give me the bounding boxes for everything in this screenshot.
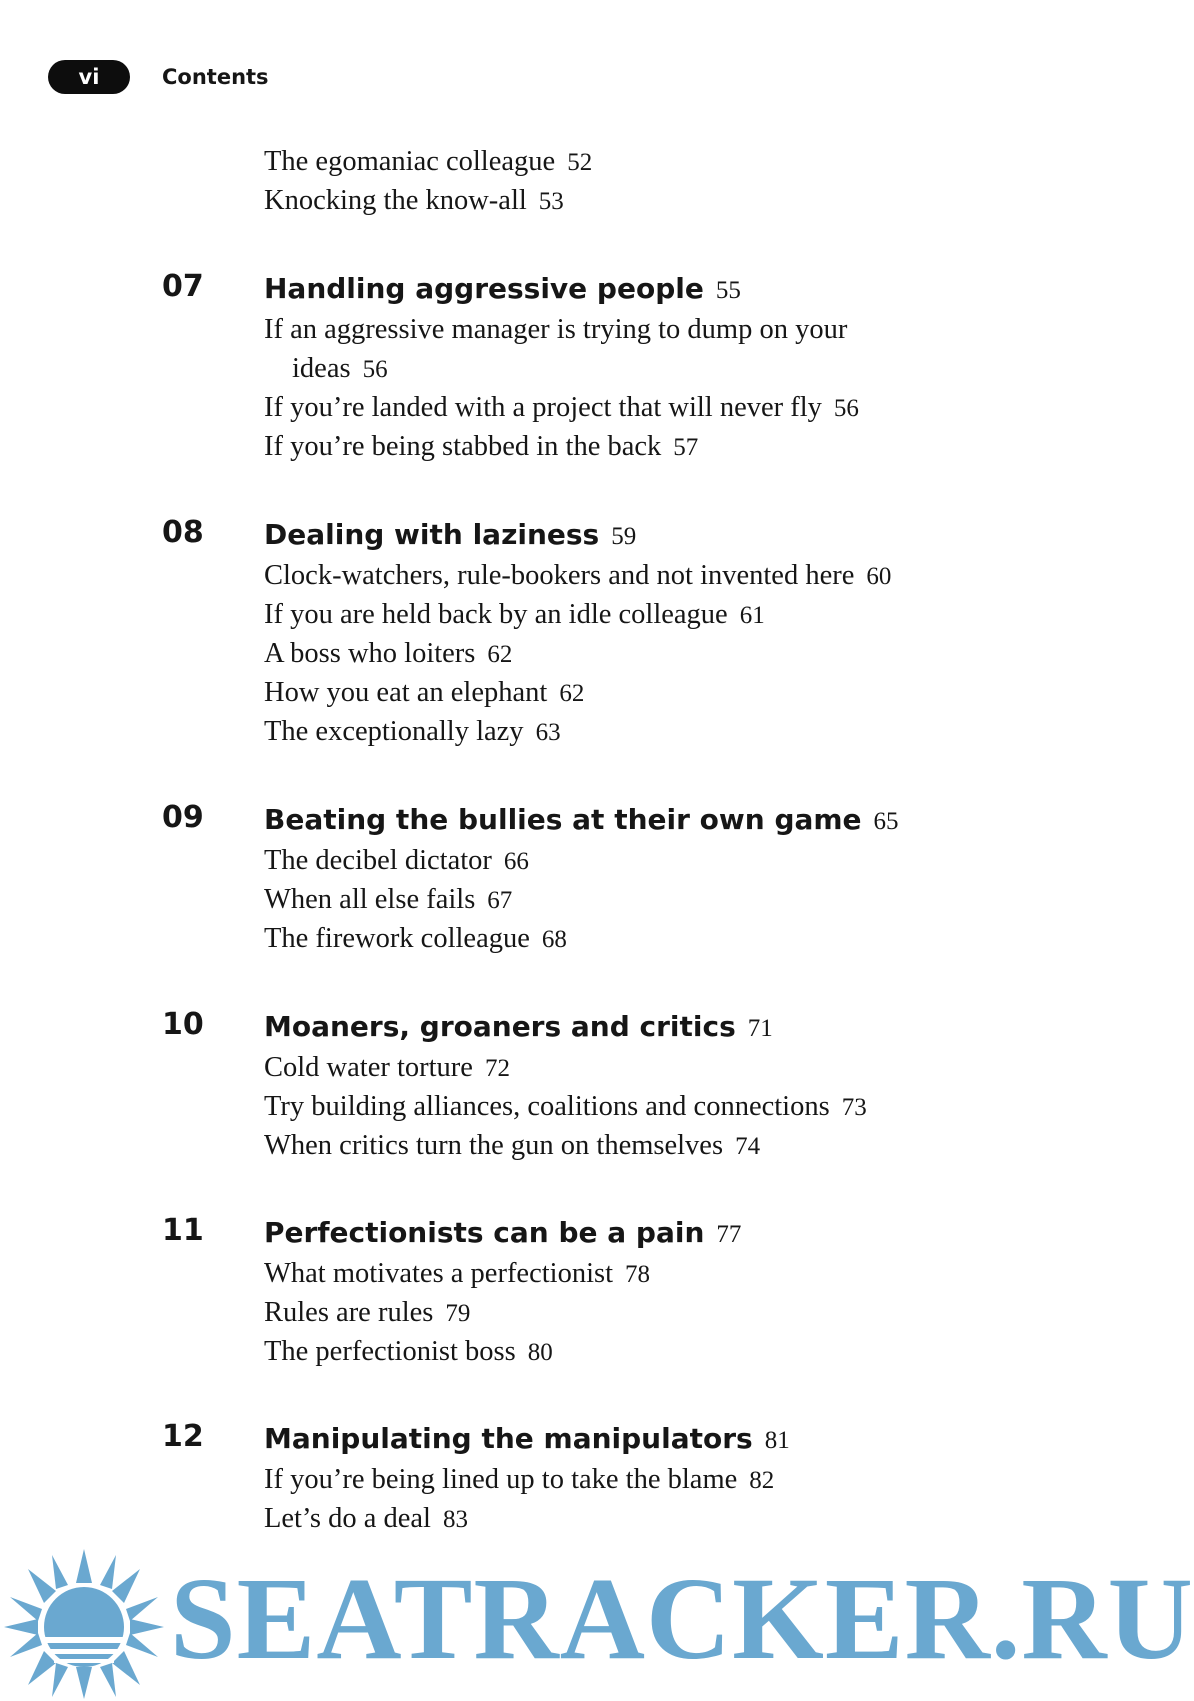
entry-title: The exceptionally lazy	[264, 716, 524, 747]
chapter-number: 12	[162, 1419, 204, 1454]
toc-entry	[264, 1087, 867, 1127]
entry-title: Knocking the know-all	[264, 185, 527, 216]
entry-page: 68	[541, 926, 567, 953]
entry-page: 82	[749, 1467, 775, 1494]
entry-title: The firework colleague	[264, 923, 530, 954]
entry-page: 62	[487, 641, 513, 668]
toc-entry	[264, 880, 512, 920]
entry-page: 63	[535, 719, 561, 746]
toc-entry	[264, 1332, 553, 1372]
entry-title: Cold water torture	[264, 1052, 473, 1083]
toc-entry	[264, 1126, 760, 1166]
toc-entry	[264, 1460, 774, 1500]
toc-entry	[264, 1293, 470, 1333]
entry-page: 79	[445, 1300, 471, 1327]
toc-entry	[264, 1048, 510, 1088]
entry-title: The egomaniac colleague	[264, 146, 556, 177]
chapter-title	[264, 1007, 773, 1049]
chapter-page: 65	[873, 808, 899, 835]
entry-page: 60	[866, 563, 892, 590]
chapter-title	[264, 269, 741, 311]
entry-page: 53	[538, 188, 564, 215]
entry-page: 78	[625, 1261, 650, 1288]
toc-entry	[264, 919, 567, 959]
chapter-title-text: Manipulating the manipulators	[264, 1422, 753, 1455]
entry-page: 62	[559, 680, 585, 707]
entry-page: 83	[442, 1506, 468, 1533]
sun-icon	[4, 1549, 164, 1699]
chapter-page: 59	[611, 523, 637, 550]
entry-page: 57	[673, 434, 699, 461]
entry-page: 80	[527, 1339, 553, 1366]
running-head: Contents	[162, 65, 269, 89]
entry-page: 61	[739, 602, 765, 629]
entry-title: If an aggressive manager is trying to dump on your	[264, 314, 848, 345]
watermark	[0, 1545, 1194, 1701]
toc-entry	[264, 634, 512, 674]
entry-title: When all else fails	[264, 884, 476, 915]
toc-entry	[264, 595, 765, 635]
toc-entry	[264, 1254, 650, 1294]
entry-page: 56	[833, 395, 859, 422]
watermark-text: SEATRACKER.RU	[170, 1553, 1194, 1684]
toc-entry	[264, 673, 584, 713]
entry-page: 67	[487, 887, 513, 914]
chapter-page: 81	[764, 1427, 790, 1454]
chapter-page: 71	[747, 1015, 773, 1042]
entry-title: How you eat an elephant	[264, 677, 548, 708]
page-number-badge: vi	[48, 60, 130, 94]
chapter-number: 07	[162, 269, 204, 304]
entry-title: Clock-watchers, rule-bookers and not invented here	[264, 560, 855, 591]
chapter-title	[264, 800, 899, 842]
entry-title: Let’s do a deal	[264, 1503, 431, 1534]
chapter-title-text: Handling aggressive people	[264, 272, 704, 305]
entry-title: ideas	[292, 353, 351, 384]
chapter-page: 55	[715, 277, 741, 304]
entry-page: 73	[841, 1094, 867, 1121]
toc-entry	[264, 556, 891, 596]
chapter-number: 10	[162, 1007, 204, 1042]
entry-page: 52	[567, 149, 593, 176]
toc-entry	[264, 142, 592, 182]
entry-title: The perfectionist boss	[264, 1336, 516, 1367]
chapter-title-text: Perfectionists can be a pain	[264, 1216, 705, 1249]
chapter-title-text: Beating the bullies at their own game	[264, 803, 862, 836]
entry-title: A boss who loiters	[264, 638, 476, 669]
entry-title: If you are held back by an idle colleague	[264, 599, 728, 630]
entry-page: 66	[503, 848, 529, 875]
entry-page: 74	[735, 1133, 761, 1160]
chapter-title	[264, 515, 636, 557]
chapter-title	[264, 1419, 790, 1461]
toc-entry	[264, 427, 698, 467]
entry-title: When critics turn the gun on themselves	[264, 1130, 724, 1161]
entry-title: Rules are rules	[264, 1297, 434, 1328]
toc-entry	[264, 1499, 468, 1539]
entry-title: If you’re being stabbed in the back	[264, 431, 662, 462]
entry-title: If you’re being lined up to take the blame	[264, 1464, 738, 1495]
entry-page: 56	[362, 356, 388, 383]
entry-title: The decibel dictator	[264, 845, 492, 876]
toc-entry	[264, 712, 561, 752]
chapter-number: 09	[162, 800, 204, 835]
toc-entry	[264, 841, 529, 881]
entry-title: If you’re landed with a project that will never fly	[264, 392, 822, 423]
chapter-title-text: Dealing with laziness	[264, 518, 600, 551]
chapter-title-text: Moaners, groaners and critics	[264, 1010, 736, 1043]
entry-title: Try building alliances, coalitions and connections	[264, 1091, 830, 1122]
chapter-title	[264, 1213, 741, 1255]
page-header	[48, 60, 448, 94]
entry-page: 72	[484, 1055, 510, 1082]
toc-entry	[264, 310, 847, 349]
chapter-number: 08	[162, 515, 204, 550]
entry-title: What motivates a perfectionist	[264, 1258, 613, 1289]
toc-entry	[264, 349, 388, 389]
chapter-page: 77	[716, 1221, 742, 1248]
chapter-number: 11	[162, 1213, 204, 1248]
toc-entry	[264, 181, 564, 221]
toc-entry	[264, 388, 859, 428]
